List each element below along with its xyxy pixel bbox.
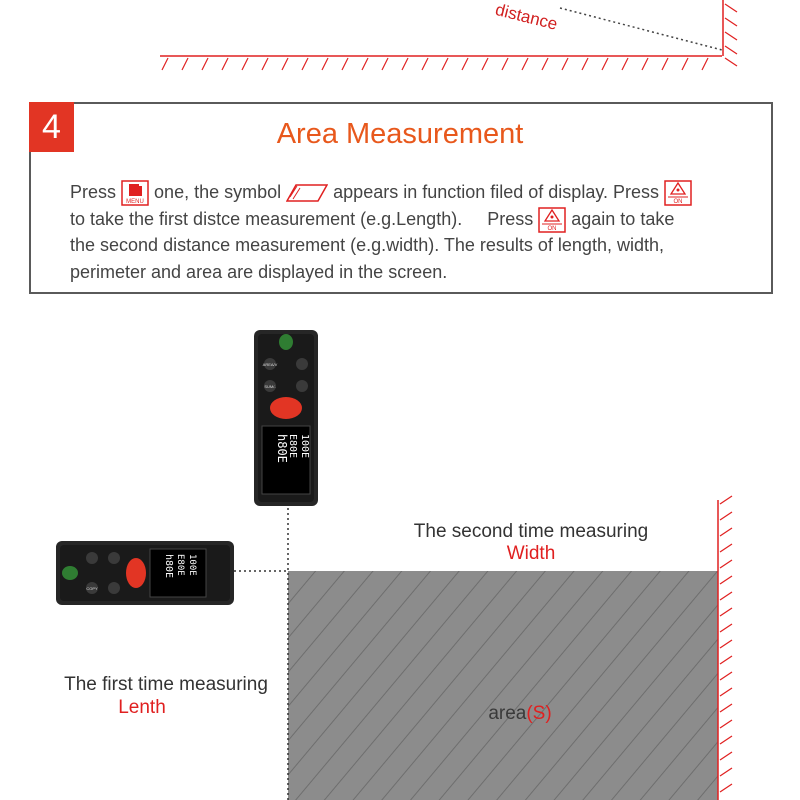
- on-button-caption: ON: [673, 199, 683, 205]
- desc-line-4: perimeter and area are displayed in the screen.: [70, 262, 448, 282]
- floor-hatching: [162, 58, 708, 70]
- width-label: Width: [506, 543, 556, 564]
- distance-label: distance: [493, 0, 560, 34]
- step-title: Area Measurement: [276, 118, 524, 150]
- area-label: [440, 703, 600, 725]
- distance-dotted-line: [560, 8, 722, 50]
- vertical-reading-3: 100E: [299, 434, 310, 459]
- on-button-caption-2: ON: [547, 226, 557, 232]
- horizontal-lens-green: [62, 566, 78, 580]
- desc-line-3: the second distance measurement (e.g.width). The results of length, width,: [70, 235, 664, 255]
- desc-appears-text: appears in function filed of display. Press: [333, 181, 660, 202]
- menu-button-icon: [121, 180, 149, 206]
- vertical-btn-sum-label: SUM/-: [264, 384, 276, 389]
- vertical-reading-1: h80E: [275, 434, 289, 463]
- desc-line-2: [70, 207, 674, 233]
- right-wall-hatching: [720, 496, 732, 792]
- vertical-lens-green: [279, 334, 293, 350]
- length-label: Lenth: [118, 697, 166, 718]
- horizontal-power-button: [126, 558, 146, 588]
- second-measuring-label: The second time measuring: [413, 521, 649, 542]
- desc-again-text: again to take: [571, 208, 675, 229]
- horizontal-reading-2: E80E: [175, 554, 185, 576]
- desc-first-measure-text: to take the first distce measurement (e.g.Length).: [70, 208, 463, 229]
- vertical-reading-2: E80E: [287, 434, 298, 459]
- step-number-badge: 4: [29, 102, 74, 152]
- horizontal-reading-1: h80E: [163, 554, 174, 579]
- vertical-power-button: [270, 397, 302, 419]
- first-measuring-label: The first time measuring: [64, 674, 268, 695]
- on-button-icon-2: [538, 207, 566, 233]
- device-vertical: [254, 330, 318, 506]
- on-button-icon: [664, 180, 692, 206]
- area-label-symbol: (S): [526, 703, 552, 724]
- area-label-prefix: area: [488, 703, 527, 724]
- area-rectangle: [288, 571, 718, 800]
- device-horizontal: [56, 541, 234, 605]
- horizontal-reading-3: 100E: [187, 554, 197, 576]
- vertical-btn-area-label: AREA/V: [262, 362, 278, 367]
- horizontal-btn-copy-label: COPY: [86, 586, 98, 591]
- area-symbol-icon: [286, 183, 328, 203]
- desc-press-again-text: Press: [487, 208, 534, 229]
- menu-button-caption: MENU: [126, 199, 144, 205]
- top-distance-diagram: [0, 0, 800, 90]
- desc-press-text: Press: [70, 181, 117, 202]
- desc-symbol-text: one, the symbol: [154, 181, 282, 202]
- desc-line-1: [70, 180, 692, 206]
- wall-hatching: [725, 4, 737, 66]
